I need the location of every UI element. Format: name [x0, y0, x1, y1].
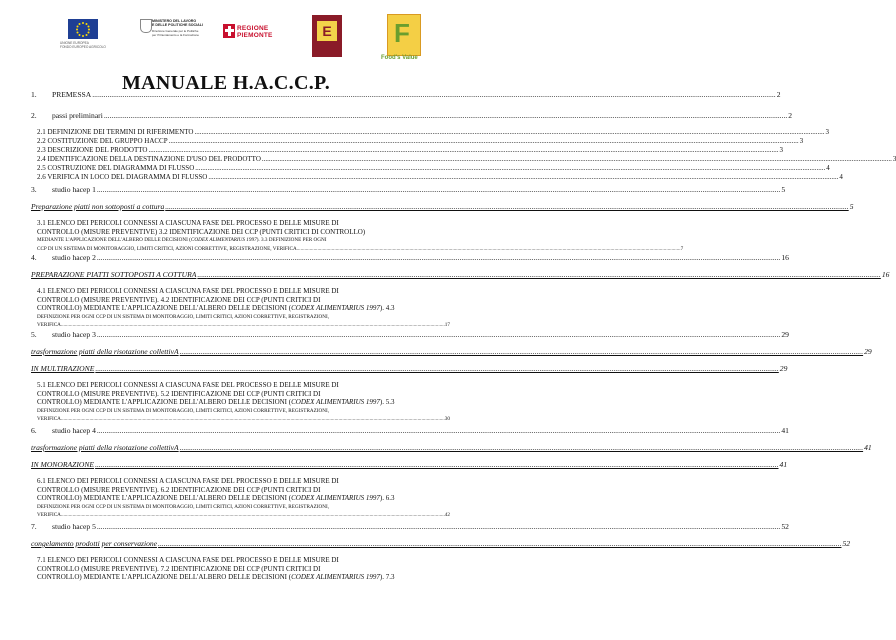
toc-subentry[interactable] — [37, 128, 829, 136]
leader-dots — [197, 270, 880, 279]
toc-page: 5 — [849, 202, 854, 211]
foods-value-logo — [381, 14, 427, 64]
eu-stars-icon — [68, 19, 98, 39]
toc-para-line: VERIFICA — [37, 416, 61, 422]
e-logo — [312, 15, 342, 57]
leader-dots — [169, 137, 799, 145]
foods-value-name: Food's Value — [381, 55, 418, 61]
toc-label: trasformazione piatti della risotazione collettivA — [31, 443, 179, 452]
toc-subentry[interactable] — [37, 137, 804, 145]
toc-para-line: 3.1 ELENCO DEI PERICOLI CONNESSI A CIASCUNA FASE DEL PROCESSO E DELLE MISURE DI — [37, 219, 339, 227]
ministry-logo — [140, 19, 212, 49]
toc-number: 7. — [31, 522, 37, 531]
toc-label: IN MONORAZIONE — [31, 460, 95, 469]
toc-page: 4 — [839, 173, 843, 181]
toc-paragraph[interactable] — [37, 381, 450, 424]
toc-page: 30 — [444, 416, 450, 422]
toc-para-italic: CODEX ALIMENTARIUS 1997 — [291, 573, 380, 581]
toc-label: passi preliminari — [52, 111, 103, 120]
leader-dots — [92, 90, 775, 99]
leader-dots — [194, 128, 824, 136]
toc-label: congelamento prodotti per conservazione — [31, 539, 158, 548]
leader-dots — [61, 321, 445, 330]
foods-value-box — [387, 14, 421, 56]
toc-para-line: 7.1 ELENCO DEI PERICOLI CONNESSI A CIASCUNA FASE DEL PROCESSO E DELLE MISURE DI — [37, 556, 339, 564]
leader-dots — [97, 253, 780, 262]
toc-entry-premessa[interactable] — [31, 90, 781, 99]
toc-paragraph[interactable] — [37, 477, 450, 520]
toc-label: studio hacep 1 — [52, 185, 96, 194]
toc-page: 3 — [825, 128, 829, 136]
header-logos — [0, 0, 452, 70]
toc-label: 2.6 VERIFICA IN LOCO DEL DIAGRAMMA DI FLUSSO — [37, 173, 208, 181]
toc-page: 17 — [444, 322, 450, 328]
toc-para-line: ). 4.3 — [379, 304, 395, 312]
toc-para-italic: CODEX ALIMENTARIUS 1997 — [291, 304, 380, 312]
toc-label: PREPARAZIONE PIATTI SOTTOPOSTI A COTTURA — [31, 270, 197, 279]
toc-paragraph[interactable] — [37, 556, 409, 582]
ministry-subtitle: Direzione Generale per le Politiche per l'Orientamento e la Formazione — [152, 29, 199, 37]
toc-para-line: DEFINIZIONE PER OGNI CCP DI UN SISTEMA DI MONITORAGGIO, LIMITI CRITICI, AZIONI CORRETTIVE, REGISTRAZIONI, — [37, 313, 330, 320]
toc-section[interactable] — [31, 202, 854, 211]
toc-number: 4. — [31, 253, 37, 262]
toc-label: Preparazione piatti non sottoposti a cottura — [31, 202, 165, 211]
toc-page: 29 — [779, 364, 788, 373]
leader-dots — [61, 415, 445, 424]
leader-dots — [95, 460, 778, 469]
toc-para-line: ). 5.3 — [379, 398, 395, 406]
toc-label: studio hacep 5 — [52, 522, 96, 531]
toc-entry-passi-preliminari[interactable] — [31, 111, 793, 120]
regione-name: REGIONE PIEMONTE — [237, 25, 273, 39]
toc-para-line: 5.1 ELENCO DEI PERICOLI CONNESSI A CIASCUNA FASE DEL PROCESSO E DELLE MISURE DI — [37, 381, 339, 389]
leader-dots — [97, 330, 780, 339]
toc-para-italic: CODEX ALIMENTARIUS 1997 — [291, 398, 380, 406]
e-logo-letter: E — [317, 21, 337, 41]
toc-para-line: ). 3.3 DEFINIZIONE PER OGNI — [256, 237, 327, 243]
toc-para-line: 6.1 ELENCO DEI PERICOLI CONNESSI A CIASCUNA FASE DEL PROCESSO E DELLE MISURE DI — [37, 477, 339, 485]
toc-page: 29 — [781, 330, 789, 339]
toc-para-line: ). 6.3 — [379, 494, 395, 502]
toc-label: 2.2 COSTITUZIONE DEL GRUPPO HACCP — [37, 137, 168, 145]
toc-para-line: 4.1 ELENCO DEI PERICOLI CONNESSI A CIASCUNA FASE DEL PROCESSO E DELLE MISURE DI — [37, 287, 339, 295]
toc-page: 16 — [881, 270, 890, 279]
toc-section[interactable] — [31, 270, 890, 279]
toc-subentry[interactable] — [37, 164, 830, 172]
toc-page: 3 — [892, 155, 896, 163]
toc-number: 5. — [31, 330, 37, 339]
toc-para-line: CONTROLLO (MISURE PREVENTIVE). 6.2 IDENTIFICAZIONE DEI CCP (PUNTI CRITICI DI — [37, 485, 321, 494]
toc-label: studio hacep 2 — [52, 253, 96, 262]
leader-dots — [262, 155, 892, 163]
toc-paragraph[interactable] — [37, 219, 684, 253]
toc-page: 41 — [864, 443, 872, 452]
eu-caption: UNIONE EUROPEA FONDO EUROPEO AGRICOLO — [60, 41, 106, 49]
toc-para-line: CONTROLLO (MISURE PREVENTIVE) 3.2 IDENTIFICAZIONE DEI CCP (PUNTI CRITICI DI CONTROLLO) — [37, 227, 366, 236]
leader-dots — [104, 111, 787, 120]
toc-section[interactable] — [31, 364, 788, 373]
toc-page: 41 — [781, 426, 789, 435]
toc-para-line: CONTROLLO) MEDIANTE L'APPLICAZIONE DELL'ALBERO DELLE DECISIONI ( — [37, 494, 292, 502]
toc-entry-studio-2[interactable] — [31, 253, 789, 262]
toc-page: 29 — [864, 347, 872, 356]
toc-entry-studio-3[interactable] — [31, 330, 789, 339]
leader-dots — [208, 173, 838, 181]
toc-para-line: MEDIANTE L'APPLICAZIONE DELL'ALBERO DELLE DECISIONI ( — [37, 237, 191, 243]
leader-dots — [148, 146, 778, 154]
leader-dots — [61, 511, 445, 520]
toc-section[interactable] — [31, 539, 851, 548]
toc-para-line: DEFINIZIONE PER OGNI CCP DI UN SISTEMA DI MONITORAGGIO, LIMITI CRITICI, AZIONI CORRETTIVE, REGISTRAZIONI, — [37, 407, 330, 414]
toc-entry-studio-1[interactable] — [31, 185, 786, 194]
toc-label: trasformazione piatti della risotazione collettivA — [31, 347, 179, 356]
leader-dots — [195, 164, 825, 172]
toc-subentry[interactable] — [37, 155, 896, 163]
toc-entry-studio-5[interactable] — [31, 522, 789, 531]
toc-number: 6. — [31, 426, 37, 435]
leader-dots — [297, 245, 681, 254]
toc-para-line: CONTROLLO (MISURE PREVENTIVE). 5.2 IDENTIFICAZIONE DEI CCP (PUNTI CRITICI DI — [37, 389, 321, 398]
toc-section[interactable] — [31, 347, 872, 356]
eu-flag-logo — [60, 19, 106, 49]
toc-page: 2 — [776, 90, 781, 99]
toc-label: 2.4 IDENTIFICAZIONE DELLA DESTINAZIONE D'USO DEL PRODOTTO — [37, 155, 261, 163]
page-title: MANUALE H.A.C.C.P. — [122, 72, 330, 94]
foods-value-f-icon: F — [394, 18, 410, 48]
toc-para-line: DEFINIZIONE PER OGNI CCP DI UN SISTEMA DI MONITORAGGIO, LIMITI CRITICI, AZIONI CORRETTIVE, REGISTRAZIONI, — [37, 503, 330, 510]
toc-label: 2.5 COSTRUZIONE DEL DIAGRAMMA DI FLUSSO — [37, 164, 195, 172]
toc-page: 4 — [826, 164, 830, 172]
toc-label: 2.1 DEFINIZIONE DEI TERMINI DI RIFERIMENTO — [37, 128, 194, 136]
toc-para-line: CONTROLLO) MEDIANTE L'APPLICAZIONE DELL'ALBERO DELLE DECISIONI ( — [37, 398, 292, 406]
toc-number: 3. — [31, 185, 37, 194]
ministry-name: MINISTERO DEL LAVORO E DELLE POLITICHE SOCIALI — [152, 19, 203, 28]
toc-section[interactable] — [31, 443, 872, 452]
leader-dots — [180, 347, 863, 356]
regione-shield-icon — [223, 24, 235, 38]
regione-piemonte-logo — [223, 24, 273, 50]
leader-dots — [97, 426, 780, 435]
toc-para-line: VERIFICA — [37, 322, 61, 328]
toc-page: 52 — [842, 539, 851, 548]
toc-entry-studio-4[interactable] — [31, 426, 789, 435]
toc-label: studio hacep 4 — [52, 426, 96, 435]
toc-page: 42 — [444, 512, 450, 518]
toc-page: 52 — [781, 522, 789, 531]
toc-page: 5 — [781, 185, 786, 194]
toc-label: PREMESSA — [52, 90, 92, 99]
toc-para-line: CONTROLLO (MISURE PREVENTIVE). 4.2 IDENTIFICAZIONE DEI CCP (PUNTI CRITICI DI — [37, 295, 321, 304]
toc-paragraph[interactable] — [37, 287, 450, 330]
leader-dots — [180, 443, 863, 452]
toc-section[interactable] — [31, 460, 788, 469]
leader-dots — [158, 539, 841, 548]
toc-para-line: ). 7.3 — [379, 573, 395, 581]
toc-page: 3 — [779, 146, 783, 154]
ministry-crest-icon — [140, 19, 152, 33]
leader-dots — [97, 185, 780, 194]
toc-subentry[interactable] — [37, 146, 783, 154]
toc-page: 2 — [788, 111, 793, 120]
toc-page: 3 — [799, 137, 804, 145]
toc-subentry[interactable] — [37, 173, 843, 181]
toc-page: 41 — [779, 460, 788, 469]
toc-page: 7 — [680, 245, 684, 252]
toc-para-line: CONTROLLO) MEDIANTE L'APPLICAZIONE DELL'ALBERO DELLE DECISIONI ( — [37, 573, 292, 581]
toc-number: 2. — [31, 111, 37, 120]
toc-para-line: CCP DI UN SISTEMA DI MONITORAGGIO, LIMITI CRITICI, AZIONI CORRETTIVE, REGISTRAZIONE, VERIFICA — [37, 245, 297, 252]
toc-para-line: VERIFICA — [37, 512, 61, 518]
toc-label: 2.3 DESCRIZIONE DEL PRODOTTO — [37, 146, 148, 154]
toc-para-line: CONTROLLO (MISURE PREVENTIVE). 7.2 IDENTIFICAZIONE DEI CCP (PUNTI CRITICI DI — [37, 564, 321, 573]
toc-label: IN MULTIRAZIONE — [31, 364, 95, 373]
toc-label: studio hacep 3 — [52, 330, 96, 339]
leader-dots — [165, 202, 848, 211]
toc-number: 1. — [31, 90, 37, 99]
toc-para-italic: CODEX ALIMENTARIUS 1997 — [291, 494, 380, 502]
leader-dots — [95, 364, 778, 373]
toc-para-line: CONTROLLO) MEDIANTE L'APPLICAZIONE DELL'ALBERO DELLE DECISIONI ( — [37, 304, 292, 312]
toc-page: 16 — [781, 253, 789, 262]
leader-dots — [97, 522, 780, 531]
toc-para-italic: CODEX ALIMENTARIUS 1997 — [190, 237, 257, 243]
